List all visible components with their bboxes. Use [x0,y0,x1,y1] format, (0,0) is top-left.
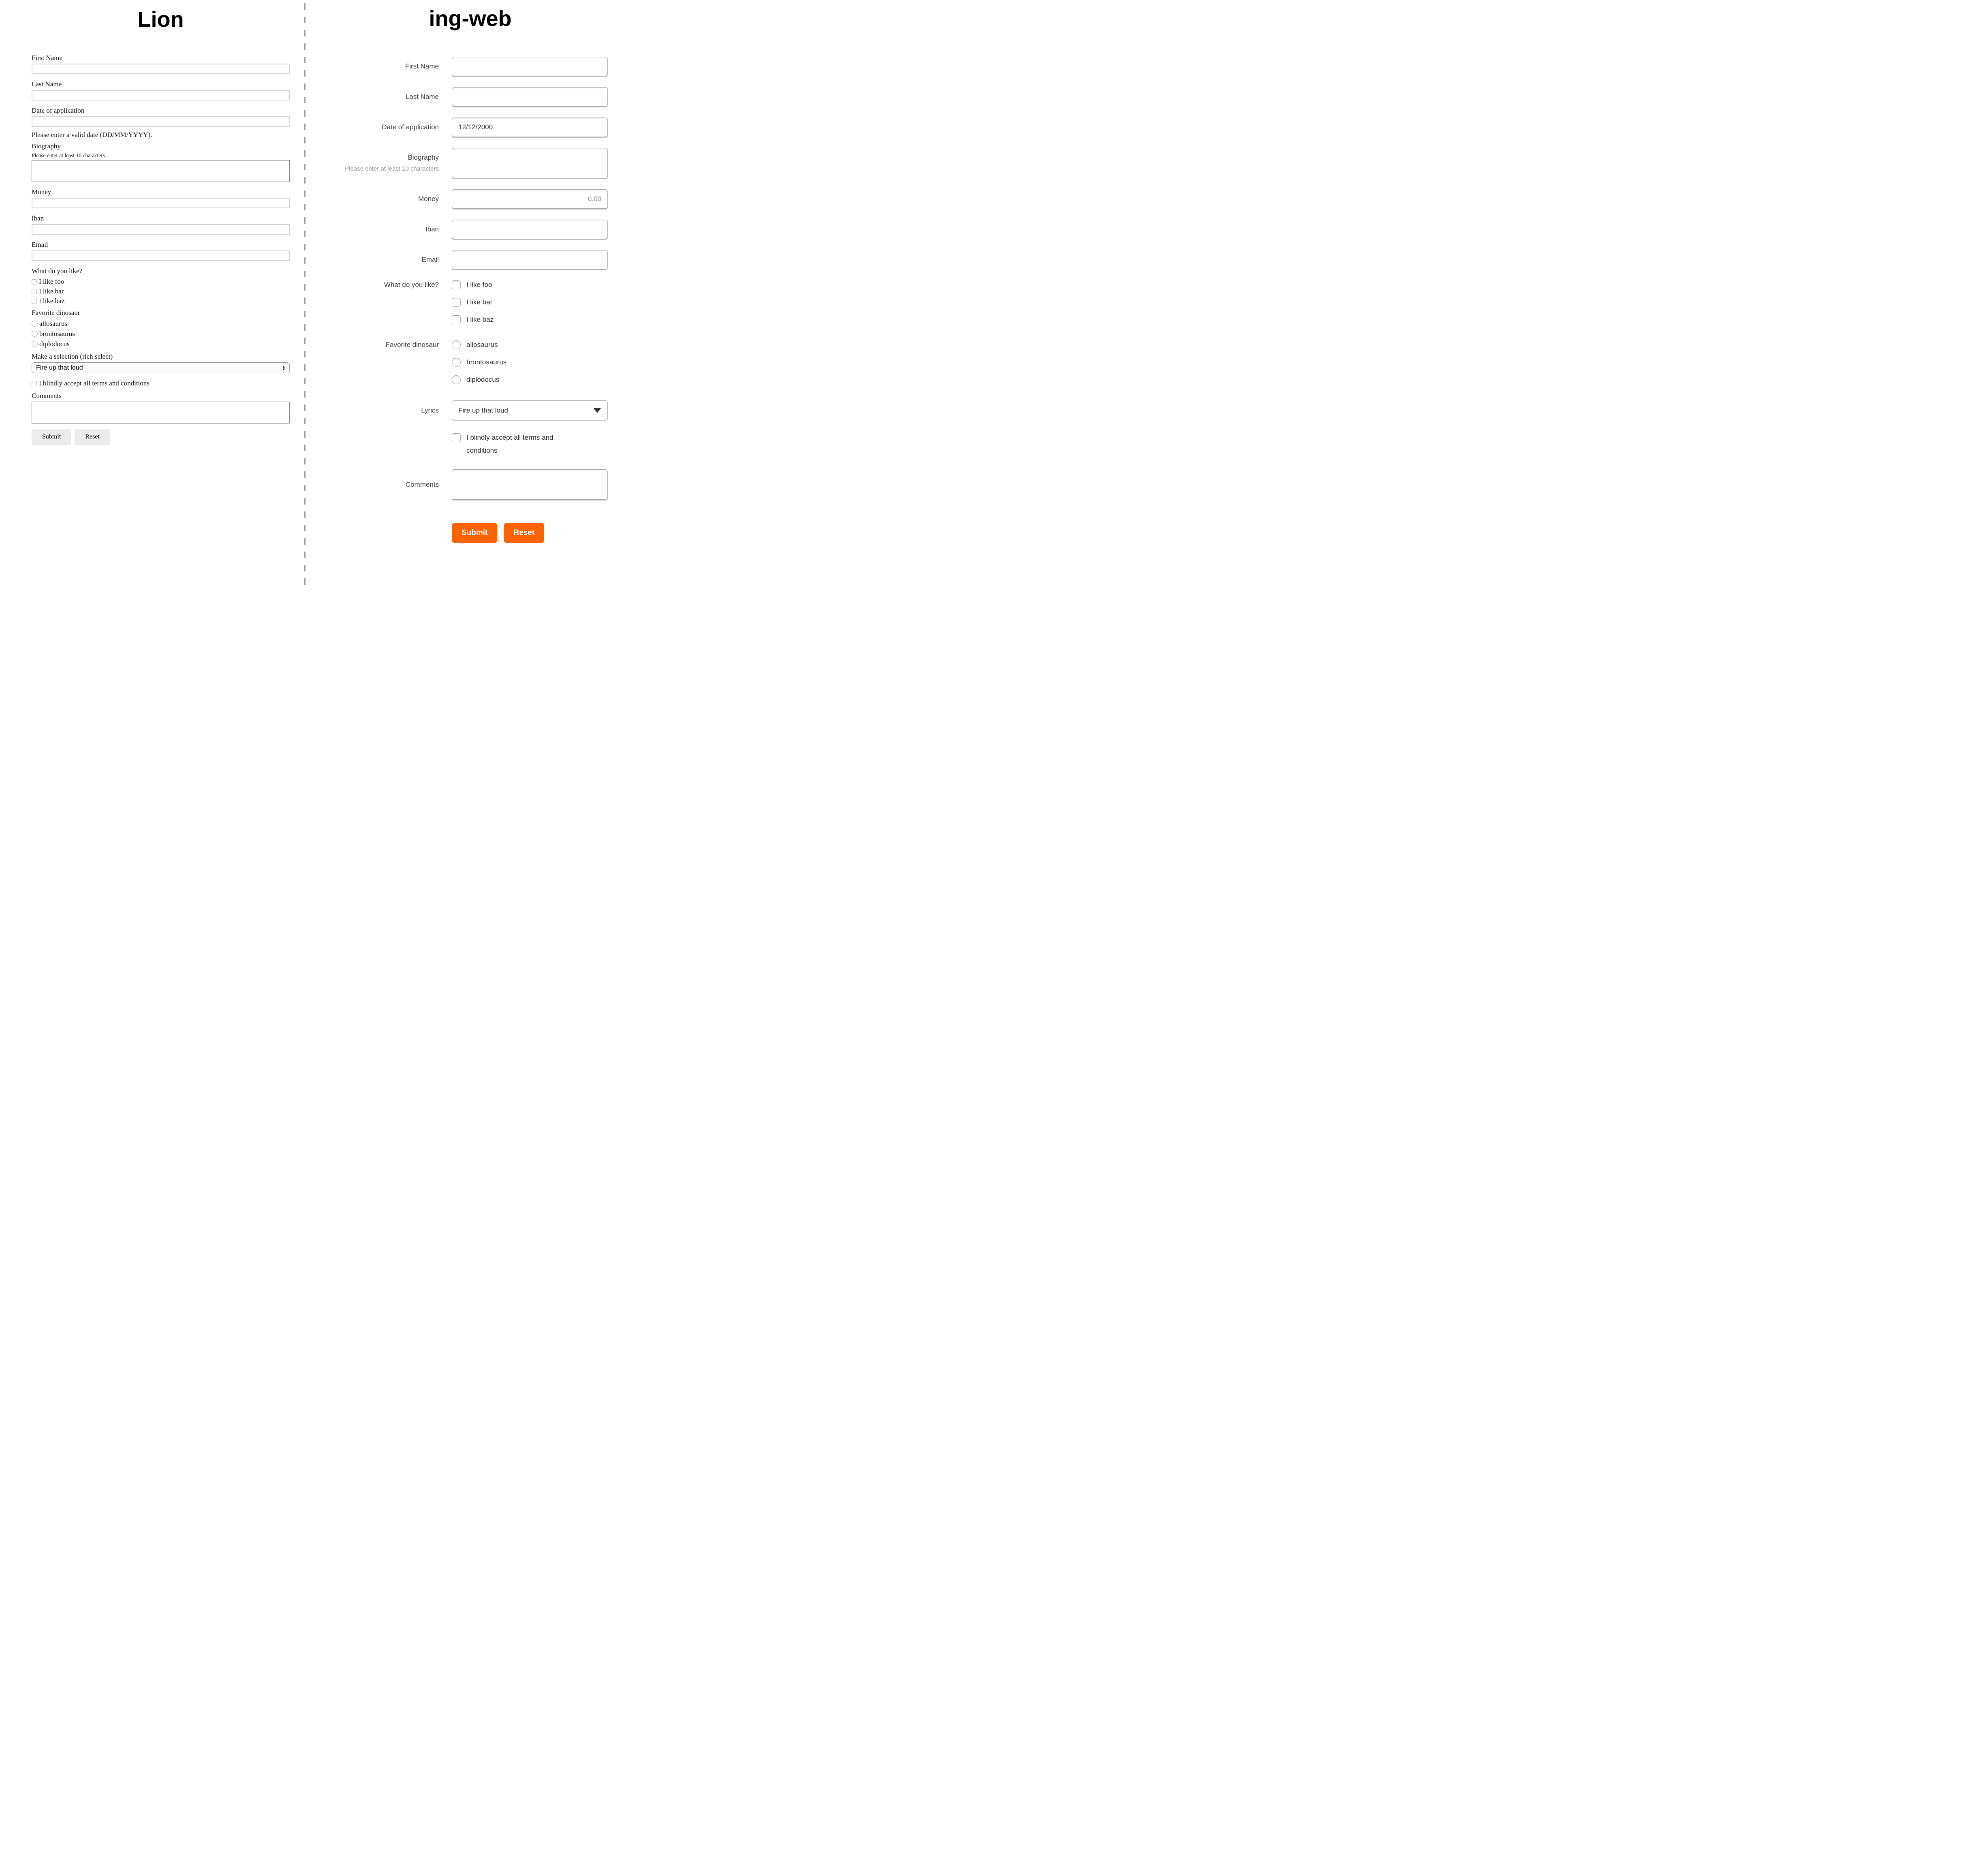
checkbox-label-baz: I like baz [39,297,65,305]
comments-row [305,469,635,500]
comments-label: Comments [32,392,62,400]
email-row [305,250,635,270]
date-label: Date of application [382,123,439,131]
iban-input[interactable] [32,224,290,235]
submit-button[interactable]: Submit [452,523,497,543]
checkbox-row-baz [452,315,608,324]
iban-input[interactable] [452,220,608,239]
lyrics-select-value: Fire up that loud [458,406,508,414]
radio-label-allosaurus: allosaurus [39,319,67,327]
terms-label: I blindly accept all terms and conditions [39,379,150,387]
comments-textarea[interactable] [32,402,290,424]
date-row [305,118,635,137]
checkbox-label-baz: I like baz [466,316,494,323]
radio-label-diplodocus: diplodocus [39,340,70,348]
button-row [32,429,290,445]
radio-allosaurus[interactable] [452,340,461,349]
checkbox-i-like-foo[interactable] [32,279,37,285]
last-name-input[interactable] [32,90,290,101]
last-name-row [305,87,635,107]
radio-row-allosaurus [452,340,608,349]
iban-label: Iban [425,225,439,233]
radio-row-diplodocus [452,375,608,384]
terms-label: I blindly accept all terms and conditions [466,434,554,454]
radio-diplodocus[interactable] [452,375,461,384]
checkbox-i-like-baz[interactable] [452,315,461,324]
last-name-label: Last Name [32,80,62,88]
lion-form [32,7,290,445]
radio-label-diplodocus: diplodocus [466,376,500,383]
lyrics-select[interactable] [452,400,608,420]
ing-web-title: ing-web [429,6,512,31]
biography-label: Biography [32,142,61,150]
date-input[interactable] [32,116,290,127]
radio-row-brontosaurus [452,358,608,367]
terms-checkbox[interactable] [32,381,37,386]
biography-helper-text: Please enter at least 10 characters [32,152,105,158]
date-helper-text: Please enter a valid date (DD/MM/YYYY). [32,131,152,139]
biography-textarea[interactable] [452,148,608,178]
iban-label: Iban [32,214,44,222]
checkbox-label-foo: I like foo [466,281,492,289]
ing-web-panel [305,0,635,554]
first-name-input[interactable] [452,57,608,76]
first-name-row [305,57,635,76]
rich-select-label: Make a selection (rich select) [32,353,113,360]
lion-title: Lion [137,7,184,32]
terms-row [32,379,290,388]
rich-select-value: Fire up that loud [36,364,83,371]
checkbox-label-bar: I like bar [39,287,64,295]
radio-brontosaurus[interactable] [452,358,461,367]
reset-button[interactable]: Reset [75,429,110,445]
biography-textarea[interactable] [32,160,290,182]
checkbox-row-bar [32,287,290,296]
radio-label-brontosaurus: brontosaurus [466,358,507,366]
date-input[interactable] [452,118,608,137]
radio-allosaurus[interactable] [32,321,38,327]
dinosaur-group-label: Favorite dinosaur [32,309,80,317]
terms-row [305,431,635,457]
money-input[interactable] [452,189,608,209]
select-spinner-icon: ▲ ▼ [282,364,285,371]
terms-checkbox[interactable] [452,433,461,442]
checkbox-i-like-bar[interactable] [32,289,37,294]
email-input[interactable] [32,250,290,261]
ing-web-form [305,57,635,543]
email-label: Email [421,256,439,263]
buttons-row [305,511,635,543]
biography-label: Biography [408,154,439,161]
money-label: Money [418,195,439,203]
comments-textarea[interactable] [452,469,608,500]
checkbox-label-foo: I like foo [39,278,64,285]
biography-helper-text: Please enter at least 10 characters [345,165,439,172]
comments-label: Comments [405,480,439,488]
checkbox-i-like-foo[interactable] [452,280,461,289]
last-name-input[interactable] [452,87,608,107]
radio-row-diplodocus [32,339,290,349]
radio-label-brontosaurus: brontosaurus [39,329,75,338]
radio-label-allosaurus: allosaurus [466,341,498,349]
first-name-input[interactable] [32,64,290,74]
iban-row [305,220,635,239]
radio-diplodocus[interactable] [32,341,38,347]
radio-brontosaurus[interactable] [32,331,38,337]
checkbox-i-like-baz[interactable] [32,299,37,304]
lyrics-label: Lyrics [421,406,439,414]
checkbox-label-bar: I like bar [466,298,493,306]
lion-panel [0,0,305,445]
email-label: Email [32,241,48,248]
radio-row-allosaurus [32,319,290,329]
likes-row [305,280,635,324]
likes-group-label: What do you like? [384,281,439,289]
checkbox-row-foo [32,277,290,287]
biography-row [305,148,635,178]
checkbox-row-foo [452,280,608,289]
first-name-label: First Name [405,62,439,70]
checkbox-i-like-bar[interactable] [452,298,461,307]
email-input[interactable] [452,250,608,270]
first-name-label: First Name [32,54,63,62]
rich-select[interactable] [32,362,290,373]
date-label: Date of application [32,107,85,114]
reset-button[interactable]: Reset [504,523,544,543]
submit-button[interactable]: Submit [32,429,71,445]
likes-group-label: What do you like? [32,267,83,275]
money-row [305,189,635,209]
money-input[interactable] [32,198,290,208]
radio-row-brontosaurus [32,329,290,339]
dinosaur-row [305,340,635,384]
dropdown-arrow-icon [593,408,601,413]
lyrics-row [305,400,635,420]
dinosaur-group-label: Favorite dinosaur [385,341,439,349]
money-label: Money [32,188,51,196]
checkbox-row-bar [452,298,608,307]
checkbox-row-baz [32,296,290,306]
last-name-label: Last Name [405,93,439,101]
